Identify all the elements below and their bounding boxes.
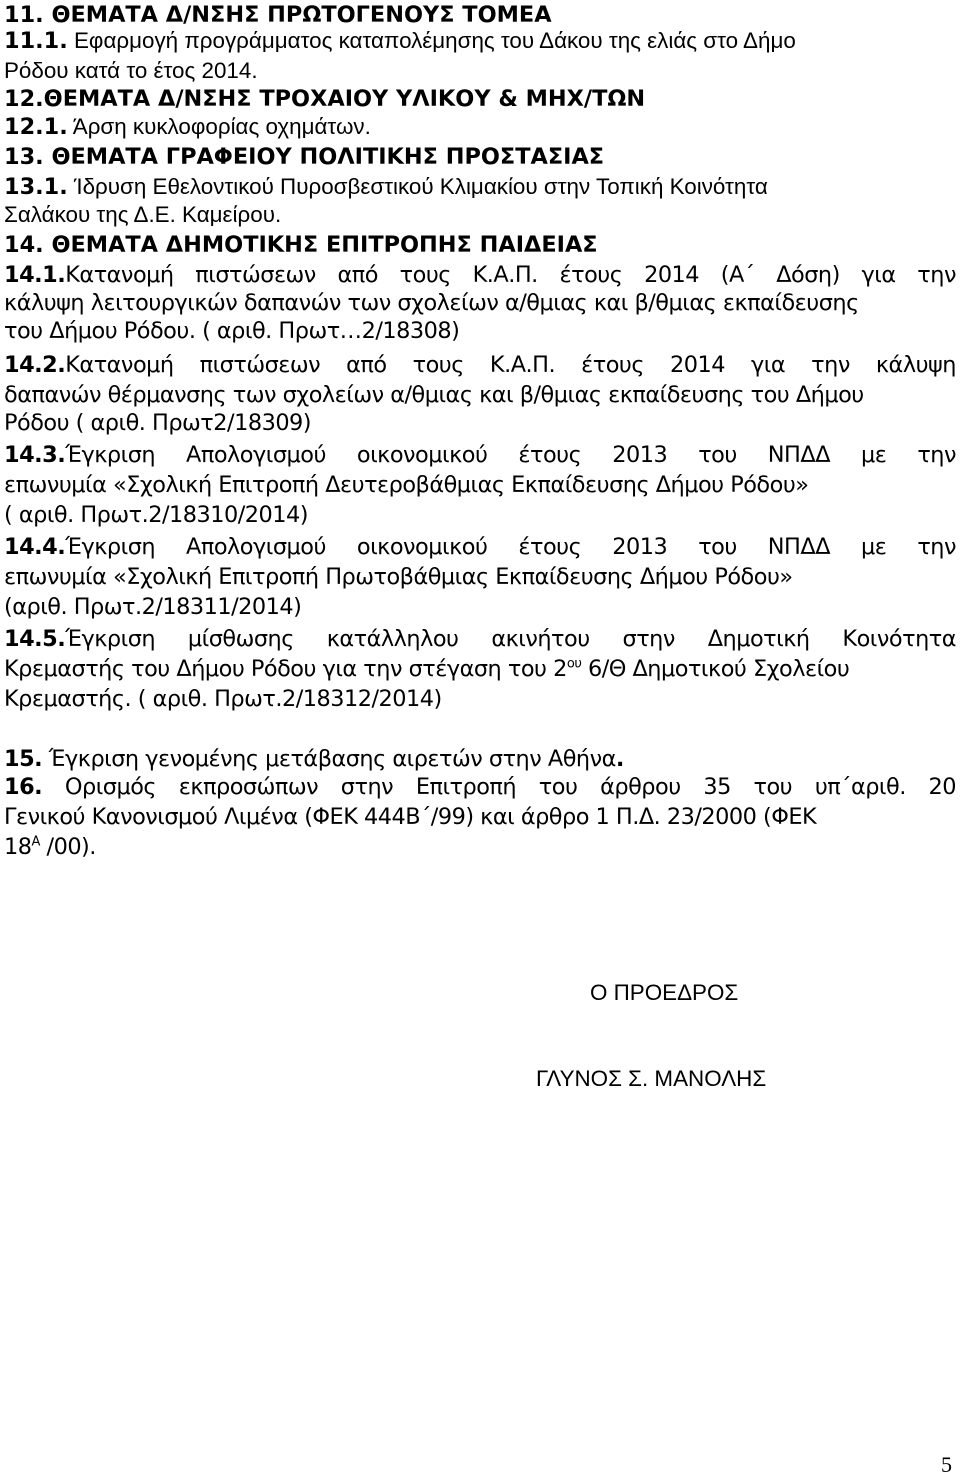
item-number: 14.5. bbox=[4, 626, 66, 652]
item-14-1-line1: 14.1.Κατανομή πιστώσεων από τους Κ.Α.Π. έτους 2014 (Α΄ Δόση) για την bbox=[4, 262, 956, 288]
item-13-1-line1: 13.1. Ίδρυση Εθελοντικού Πυροσβεστικού Κλιμακίου στην Τοπική Κοινότητα bbox=[4, 174, 768, 200]
item-15: 15. Έγκριση γενομένης μετάβασης αιρετών στην Αθήνα. bbox=[4, 746, 624, 772]
item-number: 12.1. bbox=[4, 114, 68, 140]
item-14-5-line3: Κρεμαστής. ( αριθ. Πρωτ.2/18312/2014) bbox=[4, 686, 442, 712]
item-14-1-line3: του Δήμου Ρόδου. ( αριθ. Πρωτ…2/18308) bbox=[4, 318, 460, 344]
heading-12: 12.ΘΕΜΑΤΑ Δ/ΝΣΗΣ ΤΡΟΧΑΙΟΥ ΥΛΙΚΟΥ & ΜΗΧ/ΤΩΝ bbox=[4, 86, 646, 112]
item-number: 16. bbox=[4, 774, 43, 800]
item-14-5-line1: 14.5.Έγκριση μίσθωσης κατάλληλου ακινήτου στην Δημοτική Κοινότητα bbox=[4, 626, 956, 652]
item-14-2-line3: Ρόδου ( αριθ. Πρωτ2/18309) bbox=[4, 410, 312, 436]
item-number: 15. bbox=[4, 746, 43, 772]
item-16-line1: 16. Ορισμός εκπροσώπων στην Επιτροπή του άρθρου 35 του υπ΄αριθ. 20 bbox=[4, 774, 956, 800]
item-16-line3: $18^A$ /00). bbox=[4, 834, 96, 860]
item-11-1-line1: 11.1. Εφαρμογή προγράμματος καταπολέμησης του Δάκου της ελιάς στο Δήμο bbox=[4, 28, 796, 54]
item-11-1-line2: Ρόδου κατά το έτος 2014. bbox=[4, 58, 258, 83]
signature-name: ΓΛΥΝΟΣ Σ. ΜΑΝΟΛΗΣ bbox=[536, 1066, 767, 1091]
item-number: 14.4. bbox=[4, 534, 66, 560]
item-14-3-line1: 14.3.Έγκριση Απολογισμού οικονομικού έτους 2013 του ΝΠΔΔ με την bbox=[4, 442, 956, 468]
item-16-line2: Γενικού Κανονισμού Λιμένα (ΦΕΚ 444Β΄/99) και άρθρο 1 Π.Δ. 23/2000 (ΦΕΚ bbox=[4, 804, 817, 830]
item-14-1-line2: κάλυψη λειτουργικών δαπανών των σχολείων α/θμιας και β/θμιας εκπαίδευσης bbox=[4, 290, 859, 316]
heading-14: 14. ΘΕΜΑΤΑ ΔΗΜΟΤΙΚΗΣ ΕΠΙΤΡΟΠΗΣ ΠΑΙΔΕΙΑΣ bbox=[4, 232, 598, 258]
item-14-3-line2: επωνυμία «Σχολική Επιτροπή Δευτεροβάθμιας Εκπαίδευσης Δήμου Ρόδου» bbox=[4, 472, 809, 498]
item-14-2-line1: 14.2.Κατανομή πιστώσεων από τους Κ.Α.Π. έτους 2014 για την κάλυψη bbox=[4, 352, 956, 378]
item-14-3-line3: ( αριθ. Πρωτ.2/18310/2014) bbox=[4, 502, 309, 528]
item-14-2-line2: δαπανών θέρμανσης των σχολείων α/θμιας και β/θμιας εκπαίδευσης του Δήμου bbox=[4, 382, 864, 408]
item-14-4-line3: (αριθ. Πρωτ.2/18311/2014) bbox=[4, 594, 302, 620]
item-13-1-line2: Σαλάκου της Δ.Ε. Καμείρου. bbox=[4, 202, 282, 227]
item-number: 14.1. bbox=[4, 262, 66, 288]
item-14-5-line2: Κρεμαστής του Δήμου Ρόδου για την στέγαση του $2^{o\upsilon}$ 6/Θ Δημοτικού Σχολείου bbox=[4, 656, 850, 682]
item-number: 11.1. bbox=[4, 28, 68, 54]
heading-11: 11. ΘΕΜΑΤΑ Δ/ΝΣΗΣ ΠΡΩΤΟΓΕΝΟΥΣ ΤΟΜΕΑ bbox=[4, 2, 552, 28]
heading-13: 13. ΘΕΜΑΤΑ ΓΡΑΦΕΙΟΥ ΠΟΛΙΤΙΚΗΣ ΠΡΟΣΤΑΣΙΑΣ bbox=[4, 144, 605, 170]
signature-role: Ο ΠΡΟΕΔΡΟΣ bbox=[590, 980, 739, 1005]
item-14-4-line2: επωνυμία «Σχολική Επιτροπή Πρωτοβάθμιας Εκπαίδευσης Δήμου Ρόδου» bbox=[4, 564, 793, 590]
item-number: 13.1. bbox=[4, 174, 68, 200]
item-12-1: 12.1. Άρση κυκλοφορίας οχημάτων. bbox=[4, 114, 371, 140]
page-number: 5 bbox=[941, 1452, 952, 1477]
item-14-4-line1: 14.4.Έγκριση Απολογισμού οικονομικού έτους 2013 του ΝΠΔΔ με την bbox=[4, 534, 956, 560]
item-number: 14.3. bbox=[4, 442, 66, 468]
item-number: 14.2. bbox=[4, 352, 66, 378]
